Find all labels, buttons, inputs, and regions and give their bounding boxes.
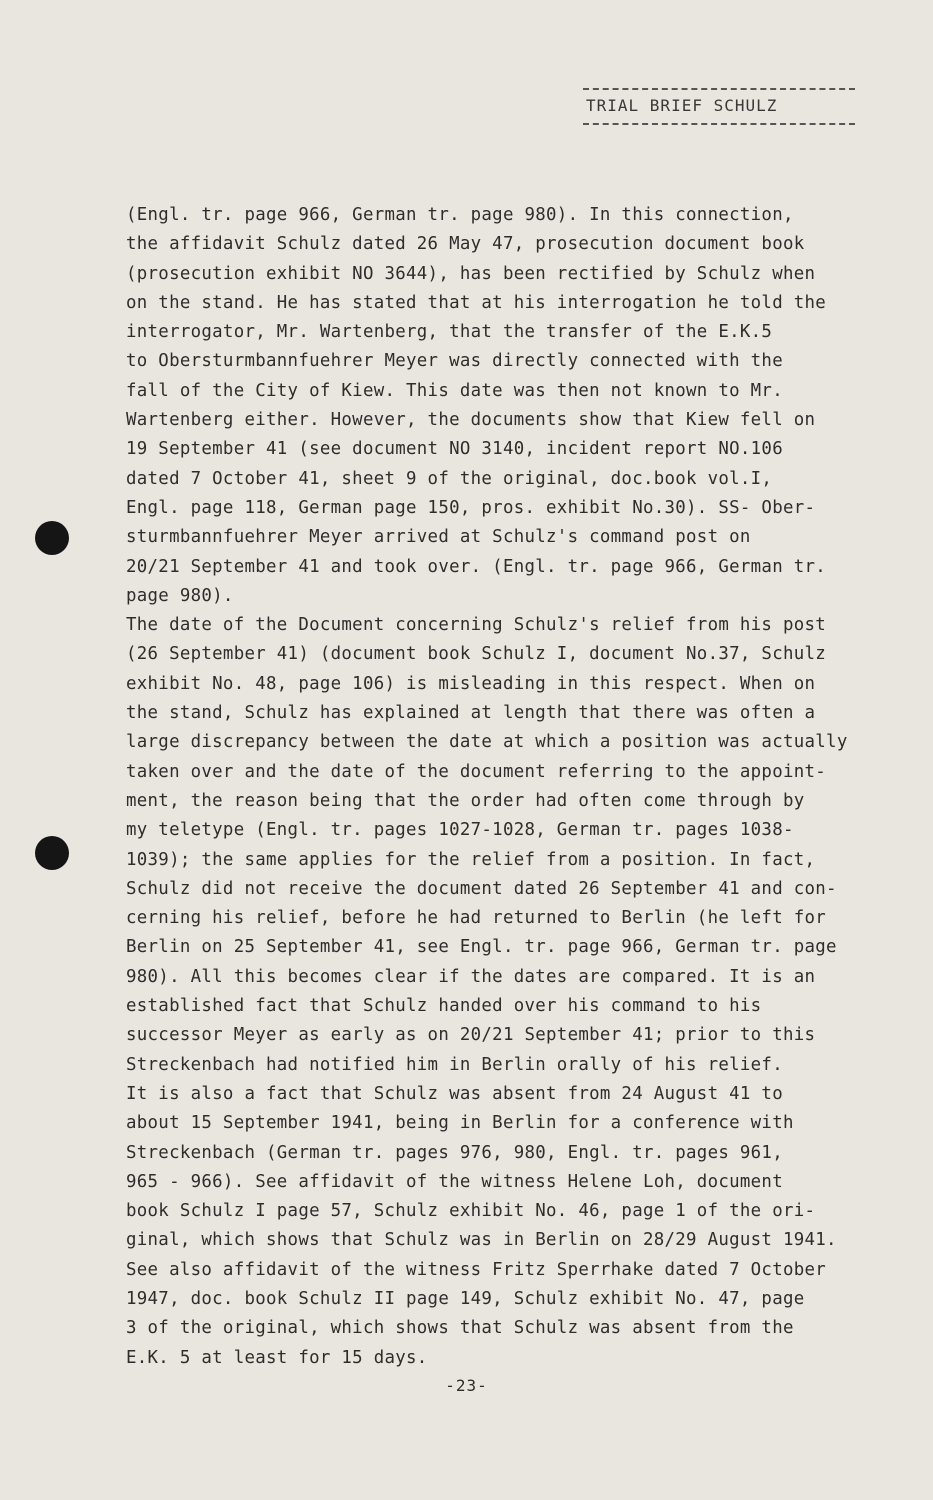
header-block <box>583 88 855 125</box>
page-number: -23- <box>445 1376 488 1395</box>
text-line: my teletype (Engl. tr. pages 1027-1028, German tr. pages 1038- <box>126 820 794 841</box>
punch-hole <box>35 836 69 870</box>
text-line: successor Meyer as early as on 20/21 September 41; prior to this <box>126 1025 816 1046</box>
text-line: Engl. page 118, German page 150, pros. exhibit No.30). SS- Ober- <box>126 497 816 518</box>
text-line: about 15 September 1941, being in Berlin for a conference with <box>126 1113 794 1134</box>
text-line: Streckenbach had notified him in Berlin orally of his relief. <box>126 1054 783 1075</box>
text-line: 965 - 966). See affidavit of the witness Helene Loh, document <box>126 1171 783 1192</box>
text-line: interrogator, Mr. Wartenberg, that the transfer of the E.K.5 <box>126 322 773 343</box>
text-line: 1947, doc. book Schulz II page 149, Schulz exhibit No. 47, page <box>126 1288 805 1309</box>
header-rule-bottom <box>583 123 855 125</box>
text-line: 3 of the original, which shows that Schulz was absent from the <box>126 1318 794 1339</box>
text-line: sturmbannfuehrer Meyer arrived at Schulz's command post on <box>126 527 751 548</box>
text-line: cerning his relief, before he had returned to Berlin (he left for <box>126 908 827 929</box>
text-line: ment, the reason being that the order had often come through by <box>126 790 805 811</box>
text-line: to Obersturmbannfuehrer Meyer was directly connected with the <box>126 351 783 372</box>
text-line: dated 7 October 41, sheet 9 of the original, doc.book vol.I, <box>126 468 773 489</box>
text-line: (26 September 41) (document book Schulz I, document No.37, Schulz <box>126 644 827 665</box>
text-line: on the stand. He has stated that at his interrogation he told the <box>126 292 827 313</box>
text-line: large discrepancy between the date at which a position was actually <box>126 732 848 753</box>
text-line: book Schulz I page 57, Schulz exhibit No. 46, page 1 of the ori- <box>126 1201 816 1222</box>
text-line: exhibit No. 48, page 106) is misleading in this respect. When on <box>126 673 816 694</box>
text-line: fall of the City of Kiew. This date was then not known to Mr. <box>126 380 783 401</box>
punch-hole <box>35 521 69 555</box>
text-line: 20/21 September 41 and took over. (Engl. tr. page 966, German tr. <box>126 556 827 577</box>
text-line: See also affidavit of the witness Fritz Sperrhake dated 7 October <box>126 1259 827 1280</box>
text-line: ginal, which shows that Schulz was in Berlin on 28/29 August 1941. <box>126 1230 837 1251</box>
document-title: TRIAL BRIEF SCHULZ <box>586 96 778 115</box>
text-line: 1039); the same applies for the relief from a position. In fact, <box>126 849 816 870</box>
text-line: The date of the Document concerning Schulz's relief from his post <box>126 615 827 636</box>
text-line: It is also a fact that Schulz was absent from 24 August 41 to <box>126 1083 783 1104</box>
text-line: (prosecution exhibit NO 3644), has been rectified by Schulz when <box>126 263 816 284</box>
text-line: the affidavit Schulz dated 26 May 47, prosecution document book <box>126 234 805 255</box>
text-line: established fact that Schulz handed over his command to his <box>126 996 762 1017</box>
text-line: Streckenbach (German tr. pages 976, 980, Engl. tr. pages 961, <box>126 1142 783 1163</box>
text-line: Wartenberg either. However, the documents show that Kiew fell on <box>126 410 816 431</box>
text-line: page 980). <box>126 585 234 606</box>
body-text <box>126 201 906 1373</box>
text-line: (Engl. tr. page 966, German tr. page 980). In this connection, <box>126 205 794 225</box>
text-line: Schulz did not receive the document dated 26 September 41 and con- <box>126 878 837 899</box>
text-line: 980). All this becomes clear if the dates are compared. It is an <box>126 966 816 987</box>
text-line: 19 September 41 (see document NO 3140, incident report NO.106 <box>126 439 783 460</box>
text-line: the stand, Schulz has explained at length that there was often a <box>126 703 816 724</box>
text-line: taken over and the date of the document referring to the appoint- <box>126 761 827 782</box>
text-line: Berlin on 25 September 41, see Engl. tr. page 966, German tr. page <box>126 937 837 958</box>
text-line: E.K. 5 at least for 15 days. <box>126 1347 428 1368</box>
